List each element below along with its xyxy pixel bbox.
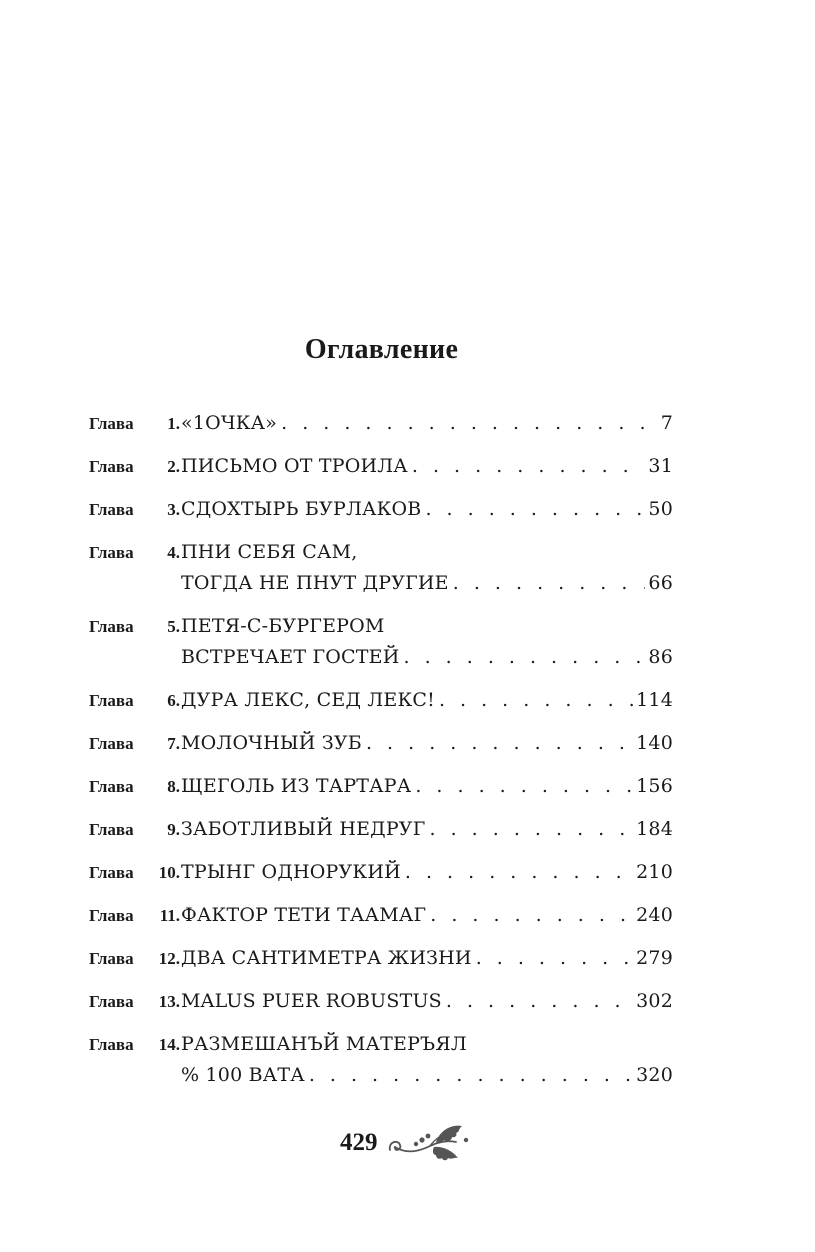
chapter-label xyxy=(89,900,181,931)
chapter-title xyxy=(181,1029,673,1091)
chapter-number: 14. xyxy=(158,1035,180,1054)
dot-leader xyxy=(426,900,633,931)
chapter-word: Глава xyxy=(89,863,134,882)
chapter-title-last-line xyxy=(181,943,673,974)
chapter-title-line: ЗАБОТЛИВЫЙ НЕДРУГ xyxy=(181,818,426,840)
chapter-title xyxy=(181,986,673,1017)
page-ref: 240 xyxy=(636,904,673,926)
chapter-number: 2. xyxy=(167,457,180,476)
page-ref: 184 xyxy=(636,818,673,840)
chapter-title-line: ПИСЬМО ОТ ТРОИЛА xyxy=(181,455,408,477)
toc-entry xyxy=(89,537,673,599)
toc-entry xyxy=(89,943,673,974)
chapter-title xyxy=(181,814,673,845)
toc-entry xyxy=(89,685,673,716)
chapter-number: 13. xyxy=(158,992,180,1011)
dot-leader xyxy=(442,986,633,1017)
chapter-number: 3. xyxy=(167,500,180,519)
dot-leader xyxy=(305,1060,633,1091)
chapter-title xyxy=(181,857,673,888)
dot-leader xyxy=(421,494,645,525)
toc-entry xyxy=(89,494,673,525)
toc-entry xyxy=(89,611,673,673)
chapter-title xyxy=(181,771,673,802)
toc-entry xyxy=(89,857,673,888)
chapter-word: Глава xyxy=(89,500,134,519)
dot-leader xyxy=(401,857,633,888)
chapter-title-line: ПЕТЯ-С-БУРГЕРОМ xyxy=(181,615,385,637)
chapter-word: Глава xyxy=(89,414,134,433)
page-ref: 156 xyxy=(636,775,673,797)
holly-sprig-icon xyxy=(386,1120,472,1166)
chapter-title-last-line xyxy=(181,814,673,845)
chapter-word: Глава xyxy=(89,906,134,925)
chapter-label xyxy=(89,537,181,568)
chapter-title-last-line xyxy=(181,728,673,759)
toc-title: Оглавление xyxy=(304,334,459,365)
toc-entry xyxy=(89,986,673,1017)
chapter-title xyxy=(181,685,673,716)
dot-leader xyxy=(426,814,634,845)
page-ref: 279 xyxy=(636,947,673,969)
page-ref: 7 xyxy=(660,412,673,434)
chapter-title-line: МОЛОЧНЫЙ ЗУБ xyxy=(181,732,362,754)
chapter-title-line: ФАКТОР ТЕТИ ТААМАГ xyxy=(181,904,427,926)
chapter-number: 8. xyxy=(167,777,180,796)
page-ref: 210 xyxy=(636,861,673,883)
chapter-title-line: MALUS PUER ROBUSTUS xyxy=(181,990,442,1012)
chapter-title xyxy=(181,728,673,759)
chapter-label xyxy=(89,814,181,845)
chapter-title xyxy=(181,611,673,673)
page-ref: 50 xyxy=(648,498,673,520)
page-ref: 66 xyxy=(648,572,673,594)
chapter-word: Глава xyxy=(89,1035,134,1054)
chapter-title-line: ДВА САНТИМЕТРА ЖИЗНИ xyxy=(181,947,472,969)
chapter-title-line: ДУРА ЛЕКС, СЕД ЛЕКС! xyxy=(181,689,435,711)
toc-entry xyxy=(89,451,673,482)
chapter-title-last-line xyxy=(181,451,673,482)
chapter-title xyxy=(181,451,673,482)
chapter-number: 11. xyxy=(159,906,180,925)
chapter-number: 1. xyxy=(167,414,180,433)
dot-leader xyxy=(400,642,646,673)
chapter-label xyxy=(89,857,181,888)
chapter-label xyxy=(89,611,181,642)
toc-entry xyxy=(89,771,673,802)
chapter-word: Глава xyxy=(89,691,134,710)
toc-entry xyxy=(89,408,673,439)
page-ref: 140 xyxy=(636,732,673,754)
chapter-title-line: «1ОЧКА» xyxy=(181,412,278,434)
page-ref: 31 xyxy=(648,455,673,477)
dot-leader xyxy=(435,685,633,716)
chapter-number: 10. xyxy=(158,863,180,882)
toc-entry xyxy=(89,814,673,845)
chapter-number: 6. xyxy=(167,691,180,710)
chapter-title-last-line xyxy=(181,494,673,525)
chapter-label xyxy=(89,728,181,759)
chapter-word: Глава xyxy=(89,992,134,1011)
chapter-number: 7. xyxy=(167,734,180,753)
chapter-title-last-line xyxy=(181,900,673,931)
chapter-label xyxy=(89,771,181,802)
chapter-number: 4. xyxy=(167,543,180,562)
dot-leader xyxy=(472,943,633,974)
chapter-word: Глава xyxy=(89,543,134,562)
chapter-title-line: ТРЫНГ ОДНОРУКИЙ xyxy=(181,861,401,883)
chapter-label xyxy=(89,1029,181,1060)
chapter-title-last-line xyxy=(181,1060,673,1091)
page-ref: 86 xyxy=(648,646,673,668)
chapter-title-line: ТОГДА НЕ ПНУТ ДРУГИЕ xyxy=(181,572,449,594)
toc-entry xyxy=(89,900,673,931)
chapter-title-last-line xyxy=(181,568,673,599)
dot-leader xyxy=(408,451,646,482)
chapter-number: 12. xyxy=(158,949,180,968)
chapter-word: Глава xyxy=(89,777,134,796)
chapter-label xyxy=(89,685,181,716)
chapter-title-last-line xyxy=(181,408,673,439)
chapter-word: Глава xyxy=(89,734,134,753)
chapter-title-last-line xyxy=(181,986,673,1017)
chapter-word: Глава xyxy=(89,457,134,476)
chapter-title-last-line xyxy=(181,857,673,888)
chapter-title xyxy=(181,408,673,439)
chapter-word: Глава xyxy=(89,949,134,968)
chapter-title xyxy=(181,943,673,974)
chapter-title-last-line xyxy=(181,771,673,802)
chapter-title xyxy=(181,494,673,525)
chapter-title xyxy=(181,900,673,931)
chapter-label xyxy=(89,943,181,974)
dot-leader xyxy=(277,408,658,439)
chapter-title-line: ПНИ СЕБЯ САМ, xyxy=(181,541,358,563)
chapter-title-line: РАЗМЕШАНЪЙ МАТЕРЪЯЛ xyxy=(181,1033,467,1055)
chapter-title xyxy=(181,537,673,599)
dot-leader xyxy=(362,728,633,759)
chapter-title-last-line xyxy=(181,685,673,716)
page-ref: 114 xyxy=(636,689,673,711)
page-number: 429 xyxy=(340,1129,378,1156)
chapter-title-last-line xyxy=(181,642,673,673)
chapter-title-line: ЩЕГОЛЬ ИЗ ТАРТАРА xyxy=(181,775,412,797)
page-ref: 302 xyxy=(636,990,673,1012)
chapter-label xyxy=(89,451,181,482)
page-footer xyxy=(340,1120,472,1166)
chapter-label xyxy=(89,986,181,1017)
page-ref: 320 xyxy=(636,1064,673,1086)
chapter-label xyxy=(89,494,181,525)
chapter-label xyxy=(89,408,181,439)
toc-entry xyxy=(89,1029,673,1091)
dot-leader xyxy=(449,568,646,599)
chapter-number: 9. xyxy=(167,820,180,839)
table-of-contents xyxy=(89,408,673,1091)
chapter-number: 5. xyxy=(167,617,180,636)
toc-entry xyxy=(89,728,673,759)
chapter-title-line: % 100 ВАТА xyxy=(181,1064,305,1086)
chapter-title-line: ВСТРЕЧАЕТ ГОСТЕЙ xyxy=(181,646,400,668)
chapter-title-line: СДОХТЫРЬ БУРЛАКОВ xyxy=(181,498,422,520)
chapter-word: Глава xyxy=(89,820,134,839)
chapter-word: Глава xyxy=(89,617,134,636)
dot-leader xyxy=(411,771,633,802)
